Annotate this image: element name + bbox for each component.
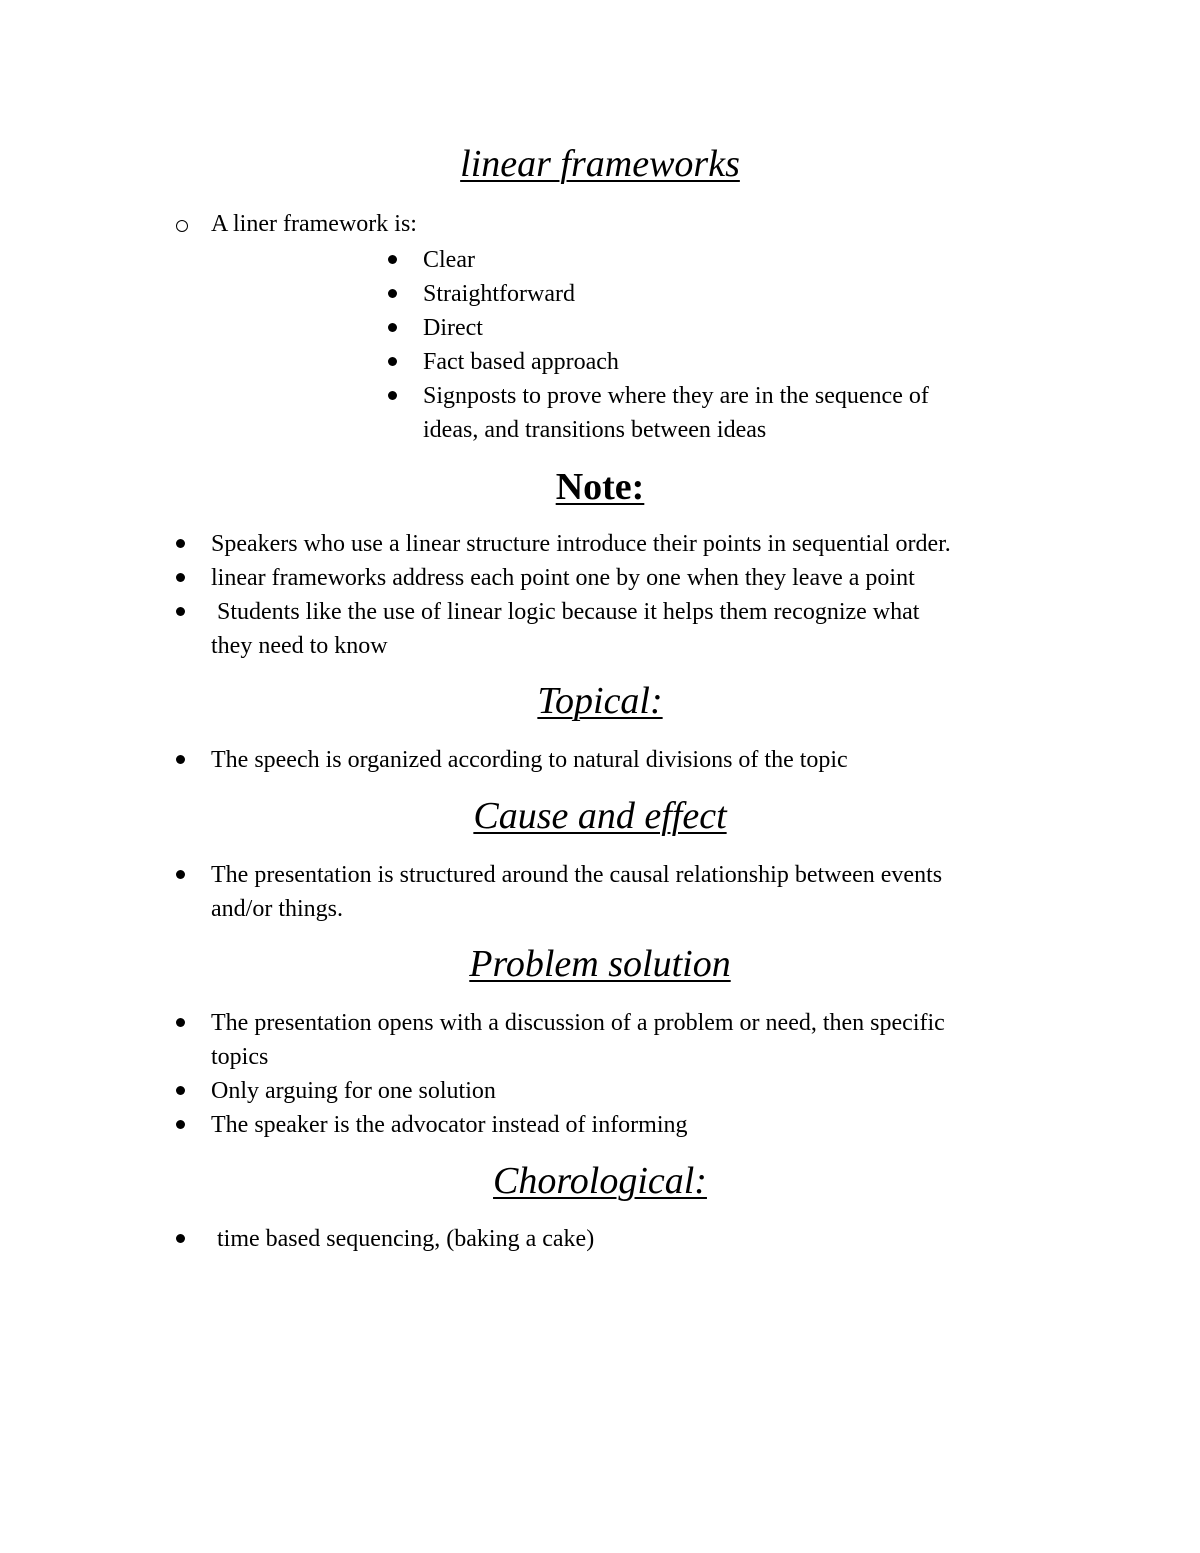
chrono-item-1: time based sequencing, (baking a cake) [211, 1226, 595, 1252]
linear-intro: A liner framework is: [211, 211, 417, 237]
problem-item-2: Only arguing for one solution [211, 1078, 496, 1104]
heading-problem-solution: Problem solution [469, 943, 731, 985]
bullet-icon [176, 1018, 185, 1027]
note-item-2: linear frameworks address each point one by one when they leave a point [211, 565, 915, 591]
heading-note: Note: [555, 466, 645, 508]
heading-linear-frameworks: linear frameworks [460, 143, 740, 185]
problem-item-3: The speaker is the advocator instead of informing [211, 1112, 688, 1138]
bullet-icon [176, 573, 185, 582]
hollow-bullet-icon [176, 220, 188, 232]
bullet-icon [388, 289, 397, 298]
bullet-icon [176, 870, 185, 879]
note-item-3-cont: they need to know [211, 633, 388, 659]
topical-item-1: The speech is organized according to natural divisions of the topic [211, 747, 848, 773]
bullet-icon [388, 391, 397, 400]
bullet-icon [176, 607, 185, 616]
linear-item-straightforward: Straightforward [423, 281, 575, 307]
bullet-icon [388, 323, 397, 332]
heading-topical: Topical: [537, 680, 663, 722]
bullet-icon [388, 255, 397, 264]
note-item-3: Students like the use of linear logic because it helps them recognize what [211, 599, 920, 625]
bullet-icon [176, 1234, 185, 1243]
linear-item-fact-based: Fact based approach [423, 349, 619, 375]
linear-item-clear: Clear [423, 247, 475, 273]
linear-item-signposts-cont: ideas, and transitions between ideas [423, 417, 767, 443]
bullet-icon [176, 1086, 185, 1095]
bullet-icon [176, 539, 185, 548]
bullet-icon [176, 755, 185, 764]
linear-item-signposts: Signposts to prove where they are in the sequence of [423, 383, 929, 409]
heading-cause-and-effect: Cause and effect [473, 795, 727, 837]
linear-item-direct: Direct [423, 315, 483, 341]
bullet-icon [388, 357, 397, 366]
note-item-1: Speakers who use a linear structure introduce their points in sequential order. [211, 531, 951, 557]
problem-item-1: The presentation opens with a discussion of a problem or need, then specific [211, 1010, 945, 1036]
cause-item-1-cont: and/or things. [211, 896, 343, 922]
heading-chorological: Chorological: [493, 1160, 707, 1202]
bullet-icon [176, 1120, 185, 1129]
cause-item-1: The presentation is structured around the causal relationship between events [211, 862, 943, 888]
problem-item-1-cont: topics [211, 1044, 269, 1070]
